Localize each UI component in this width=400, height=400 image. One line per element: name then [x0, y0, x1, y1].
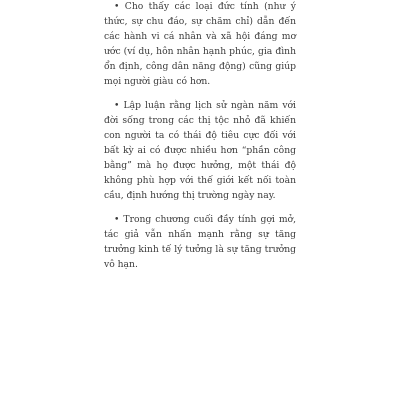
body-text — [104, 0, 296, 281]
bullet-paragraph-final-chapter: • Trong chương cuối đầy tính gợi mở, tác giả vẫn nhấn mạnh rằng sự tăng trưởng kinh tế lý tưởng là sự tăng trưởng vô hạn. — [104, 214, 296, 270]
bullet-paragraph-history: • Lập luận rằng lịch sử ngàn năm với đời sống trong các thị tộc nhỏ đã khiến con người ta có thái độ tiêu cực đối với bất kỳ ai có được nhiều hơn “phần công bằng” mà họ được hưởng, một thái độ không phù hợp với thế giới kết nối toàn cầu, định hướng thị trường ngày nay. — [104, 100, 296, 201]
bullet-paragraph-virtues: • Cho thấy các loại đức tính (như ý thức, sự chu đáo, sự chăm chỉ) dẫn đến các hành vi cá nhân và xã hội đáng mơ ước (ví dụ, hôn nhân hạnh phúc, gia đình ổn định, công dân năng động) cũng giúp mọi người giàu có hơn. — [104, 1, 296, 87]
